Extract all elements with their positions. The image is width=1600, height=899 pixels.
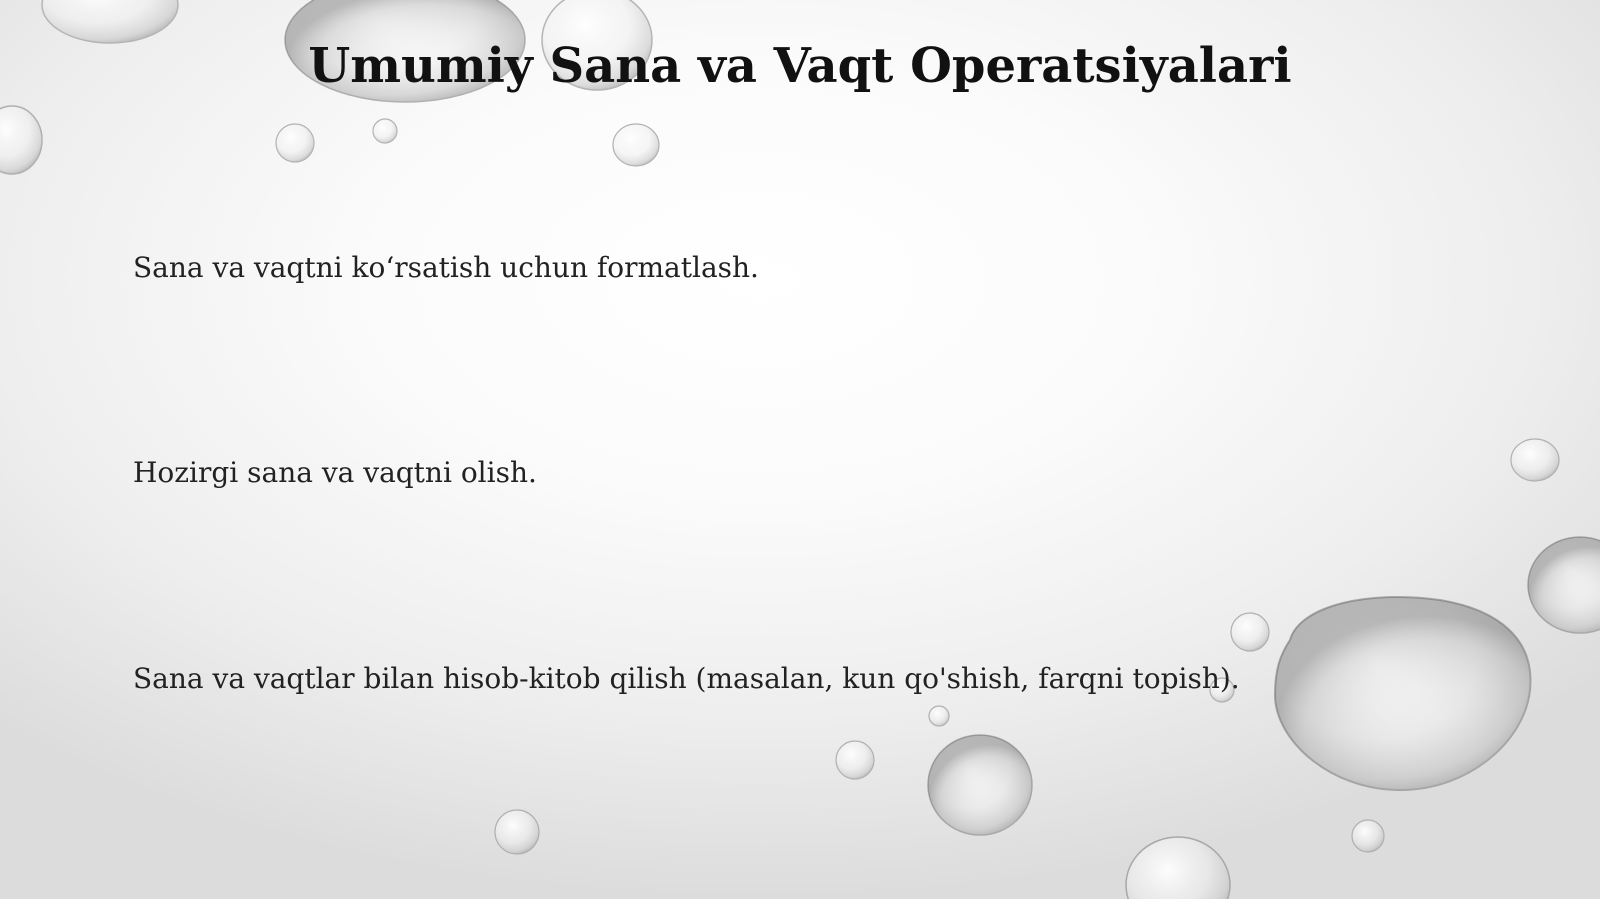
- drop: [1126, 837, 1230, 899]
- drop: [42, 0, 178, 43]
- drop: [929, 706, 949, 726]
- slide-title: Umumiy Sana va Vaqt Operatsiyalari: [308, 38, 1292, 94]
- drop: [836, 741, 874, 779]
- drop: [276, 124, 314, 162]
- drop: [1511, 439, 1559, 481]
- drop: [0, 106, 42, 174]
- drop: [928, 735, 1032, 835]
- drop: [1275, 597, 1530, 790]
- drop: [1352, 820, 1384, 852]
- bullet-text: Sana va vaqtni ko‘rsatish uchun formatlash.: [133, 251, 759, 284]
- drop: [1528, 537, 1600, 633]
- bullet-text: Sana va vaqtlar bilan hisob-kitob qilish (masalan, kun qo'shish, farqni topish).: [133, 662, 1240, 695]
- drop: [373, 119, 397, 143]
- drop: [1231, 613, 1269, 651]
- drop: [613, 124, 659, 166]
- drop: [495, 810, 539, 854]
- bullet-text: Hozirgi sana va vaqtni olish.: [133, 456, 537, 489]
